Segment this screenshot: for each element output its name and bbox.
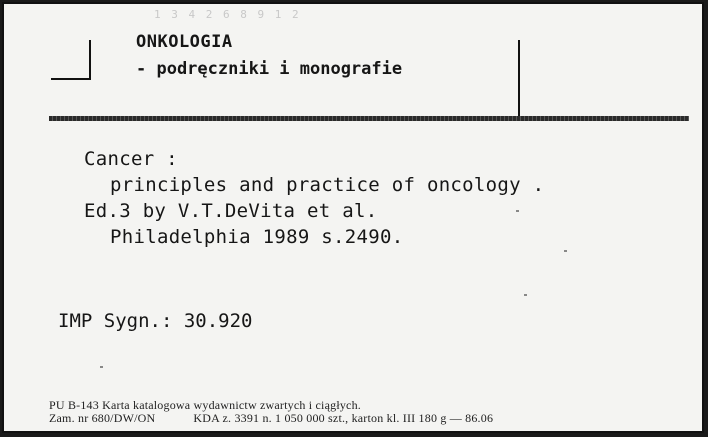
- corner-bracket-horizontal: [51, 78, 91, 80]
- header-divider-vertical: [518, 40, 520, 120]
- subject-heading: ONKOLOGIA: [136, 32, 233, 52]
- entry-subtitle: principles and practice of oncology .: [110, 174, 545, 196]
- paper-speck: [100, 366, 103, 368]
- call-number: IMP Sygn.: 30.920: [58, 310, 253, 332]
- corner-bracket-vertical: [89, 40, 91, 80]
- entry-title: Cancer :: [84, 148, 178, 170]
- faint-header-marks: 1 3 4 2 6 8 9 1 2: [154, 8, 301, 21]
- paper-speck: [516, 210, 519, 212]
- catalog-card: [2, 2, 704, 433]
- footer-form-line: PU B-143 Karta katalogowa wydawnictw zwartych i ciągłych.: [49, 398, 361, 412]
- footer-order-number: Zam. nr 680/DW/ON: [49, 411, 156, 425]
- paper-speck: [564, 250, 567, 252]
- footer-print-line: [49, 411, 493, 426]
- paper-speck: [524, 294, 527, 296]
- header-divider-horizontal: [49, 116, 689, 121]
- entry-edition: Ed.3 by V.T.DeVita et al.: [84, 200, 378, 222]
- footer-print-info: KDA z. 3391 n. 1 050 000 szt., karton kl. III 180 g — 86.06: [193, 411, 494, 425]
- entry-imprint: Philadelphia 1989 s.2490.: [110, 226, 404, 248]
- subject-subheading: - podręczniki i monografie: [136, 59, 403, 79]
